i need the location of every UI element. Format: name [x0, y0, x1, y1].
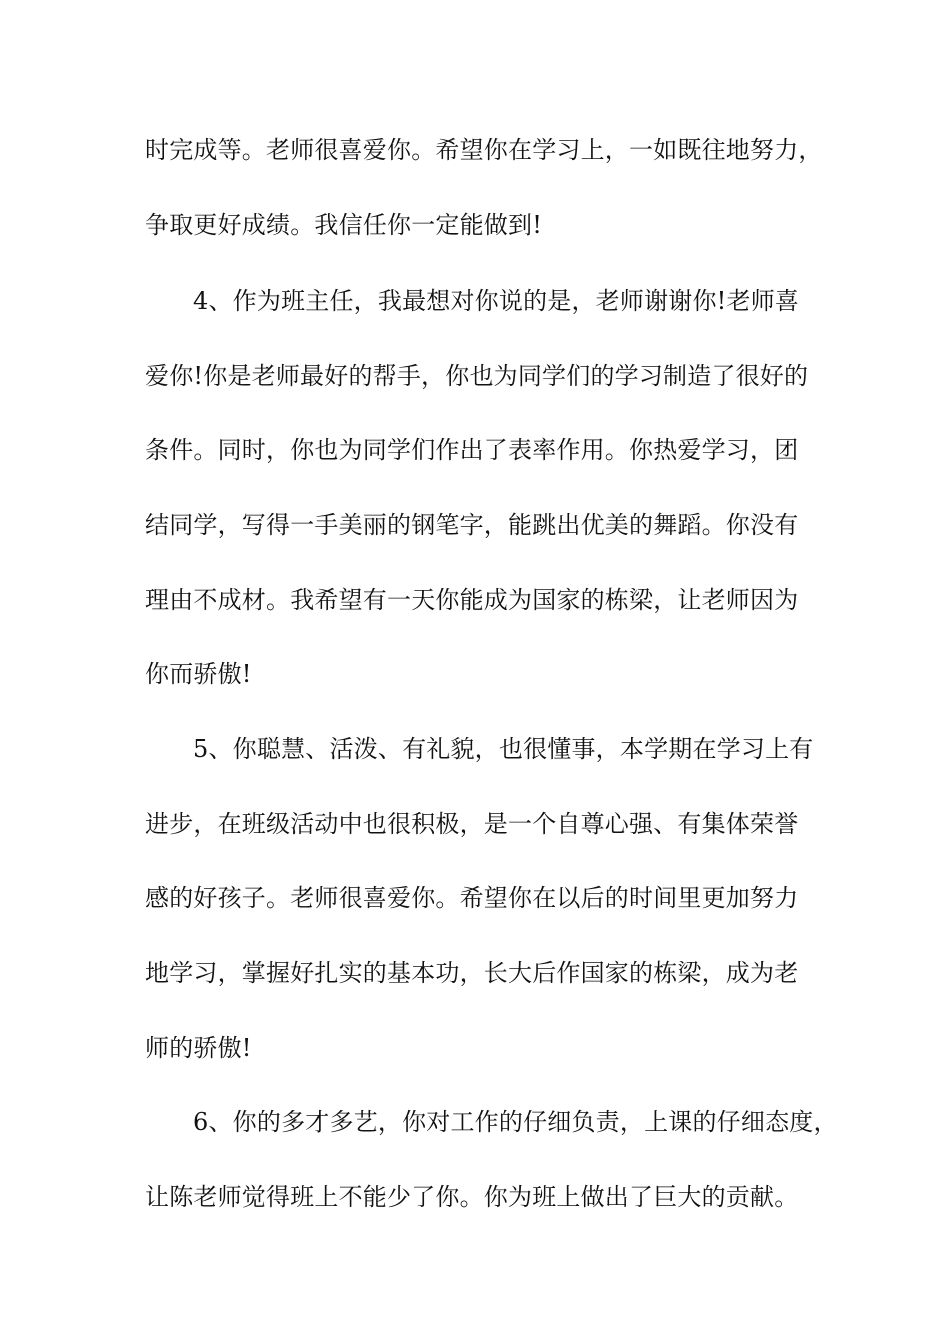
text-line: 进步，在班级活动中也很积极，是一个自尊心强、有集体荣誉 — [145, 810, 799, 838]
text-line: 师的骄傲! — [145, 1034, 252, 1062]
text-line: 争取更好成绩。我信任你一定能做到! — [145, 211, 543, 239]
text-line: 结同学，写得一手美丽的钢笔字，能跳出优美的舞蹈。你没有 — [145, 511, 799, 539]
text-line: 地学习，掌握好扎实的基本功，长大后作国家的栋梁，成为老 — [145, 959, 799, 987]
text-line: 你而骄傲! — [145, 660, 252, 688]
text-line: 理由不成材。我希望有一天你能成为国家的栋梁，让老师因为 — [145, 586, 799, 614]
text-line: 爱你!你是老师最好的帮手，你也为同学们的学习制造了很好的 — [145, 362, 809, 390]
paragraph-start-line: 4、作为班主任，我最想对你说的是，老师谢谢你!老师喜 — [193, 287, 800, 315]
paragraph-start-line: 5、你聪慧、活泼、有礼貌，也很懂事，本学期在学习上有 — [193, 735, 814, 763]
paragraph-start-line: 6、你的多才多艺，你对工作的仔细负责，上课的仔细态度， — [193, 1108, 838, 1136]
text-line: 时完成等。老师很喜爱你。希望你在学习上，一如既往地努力， — [145, 136, 823, 164]
text-line: 条件。同时，你也为同学们作出了表率作用。你热爱学习，团 — [145, 436, 799, 464]
text-line: 让陈老师觉得班上不能少了你。你为班上做出了巨大的贡献。 — [145, 1183, 799, 1211]
text-line: 感的好孩子。老师很喜爱你。希望你在以后的时间里更加努力 — [145, 884, 799, 912]
